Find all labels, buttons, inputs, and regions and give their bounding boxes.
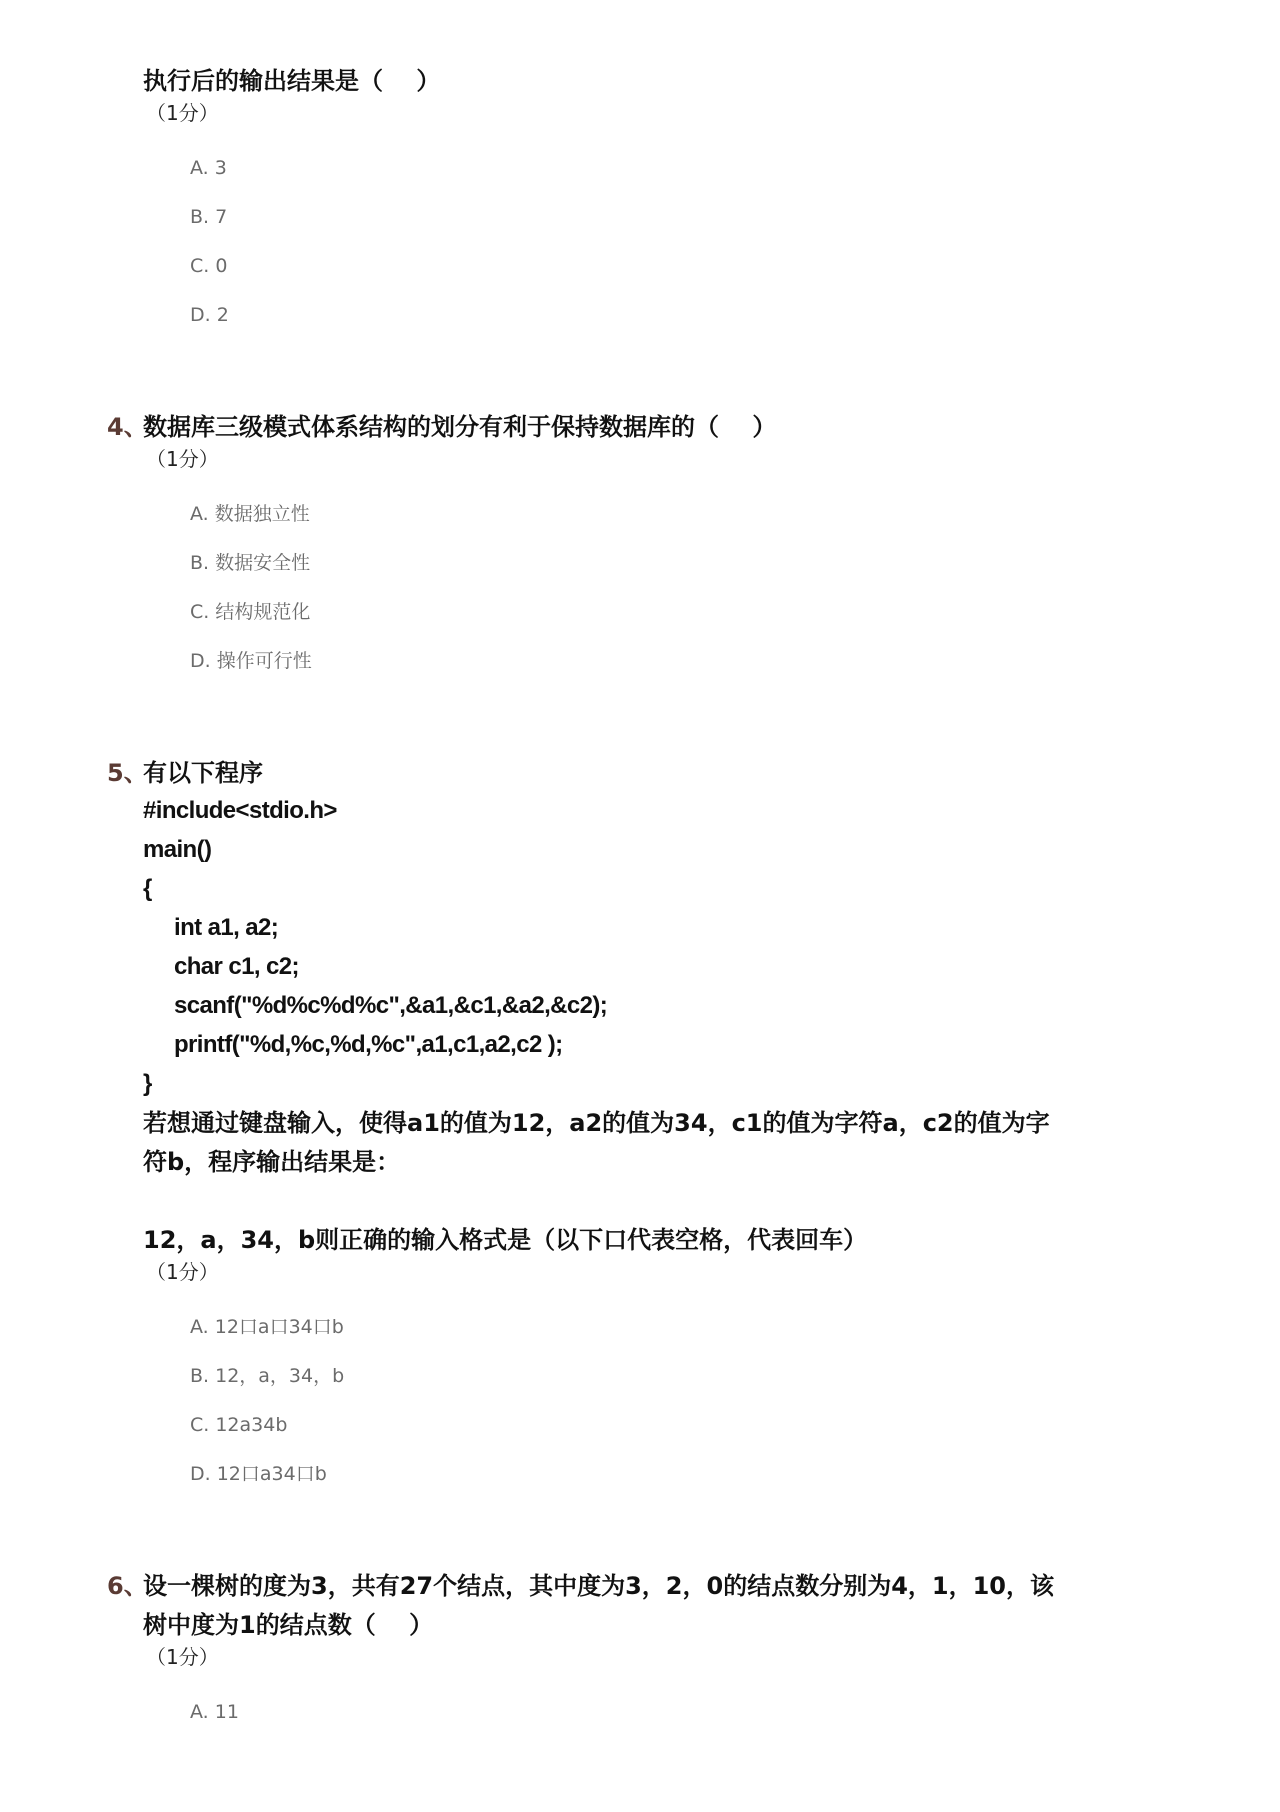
q5-option-c[interactable]: C. 12a34b [190,1414,288,1436]
q4-number: 4、 [107,413,148,441]
q5-stem-intro: 有以下程序 [143,759,263,787]
q4-score: （1分） [146,447,219,471]
q5-score: （1分） [146,1260,219,1284]
q3-option-d[interactable]: D. 2 [190,304,229,326]
q4-option-a[interactable]: A. 数据独立性 [190,503,310,525]
q5-text-line: 若想通过键盘输入，使得a1的值为12，a2的值为34，c1的值为字符a，c2的值为字 [143,1109,1050,1137]
q5-text-line: 12，a，34，b则正确的输入格式是（以下口代表空格，代表回车） [143,1226,868,1254]
q4-stem: 数据库三级模式体系结构的划分有利于保持数据库的（ ） [143,413,777,441]
q6-number: 6、 [107,1572,148,1600]
q3-option-a[interactable]: A. 3 [190,157,227,179]
q5-text-line: 符b，程序输出结果是： [143,1148,401,1176]
q3-option-b[interactable]: B. 7 [190,206,228,228]
q5-code-line: printf("%d,%c,%d,%c",a1,c1,a2,c2 ); [174,1031,563,1058]
q5-code-line: main() [143,836,212,863]
q5-option-a[interactable]: A. 12口a口34口b [190,1316,344,1338]
q6-stem-line2: 树中度为1的结点数（ ） [143,1611,434,1639]
q4-option-d[interactable]: D. 操作可行性 [190,650,312,672]
q3-score: （1分） [146,101,219,125]
q3-stem: 执行后的输出结果是（ ） [143,67,441,95]
q5-number: 5、 [107,759,148,787]
q6-option-a[interactable]: A. 11 [190,1701,239,1723]
q3-option-c[interactable]: C. 0 [190,255,228,277]
q6-score: （1分） [146,1645,219,1669]
q5-code-line: scanf("%d%c%d%c",&a1,&c1,&a2,&c2); [174,992,608,1019]
q5-code-line: int a1, a2; [174,914,279,941]
q4-option-b[interactable]: B. 数据安全性 [190,552,311,574]
q5-code-line: char c1, c2; [174,953,299,980]
q5-code-line: } [143,1070,152,1097]
q5-code-line: { [143,875,152,902]
q5-code-line: #include<stdio.h> [143,797,337,824]
q5-option-d[interactable]: D. 12口a34口b [190,1463,327,1485]
q5-option-b[interactable]: B. 12，a，34，b [190,1365,345,1387]
q4-option-c[interactable]: C. 结构规范化 [190,601,311,623]
q6-stem-line1: 设一棵树的度为3，共有27个结点，其中度为3，2，0的结点数分别为4，1，10，该 [143,1572,1054,1600]
